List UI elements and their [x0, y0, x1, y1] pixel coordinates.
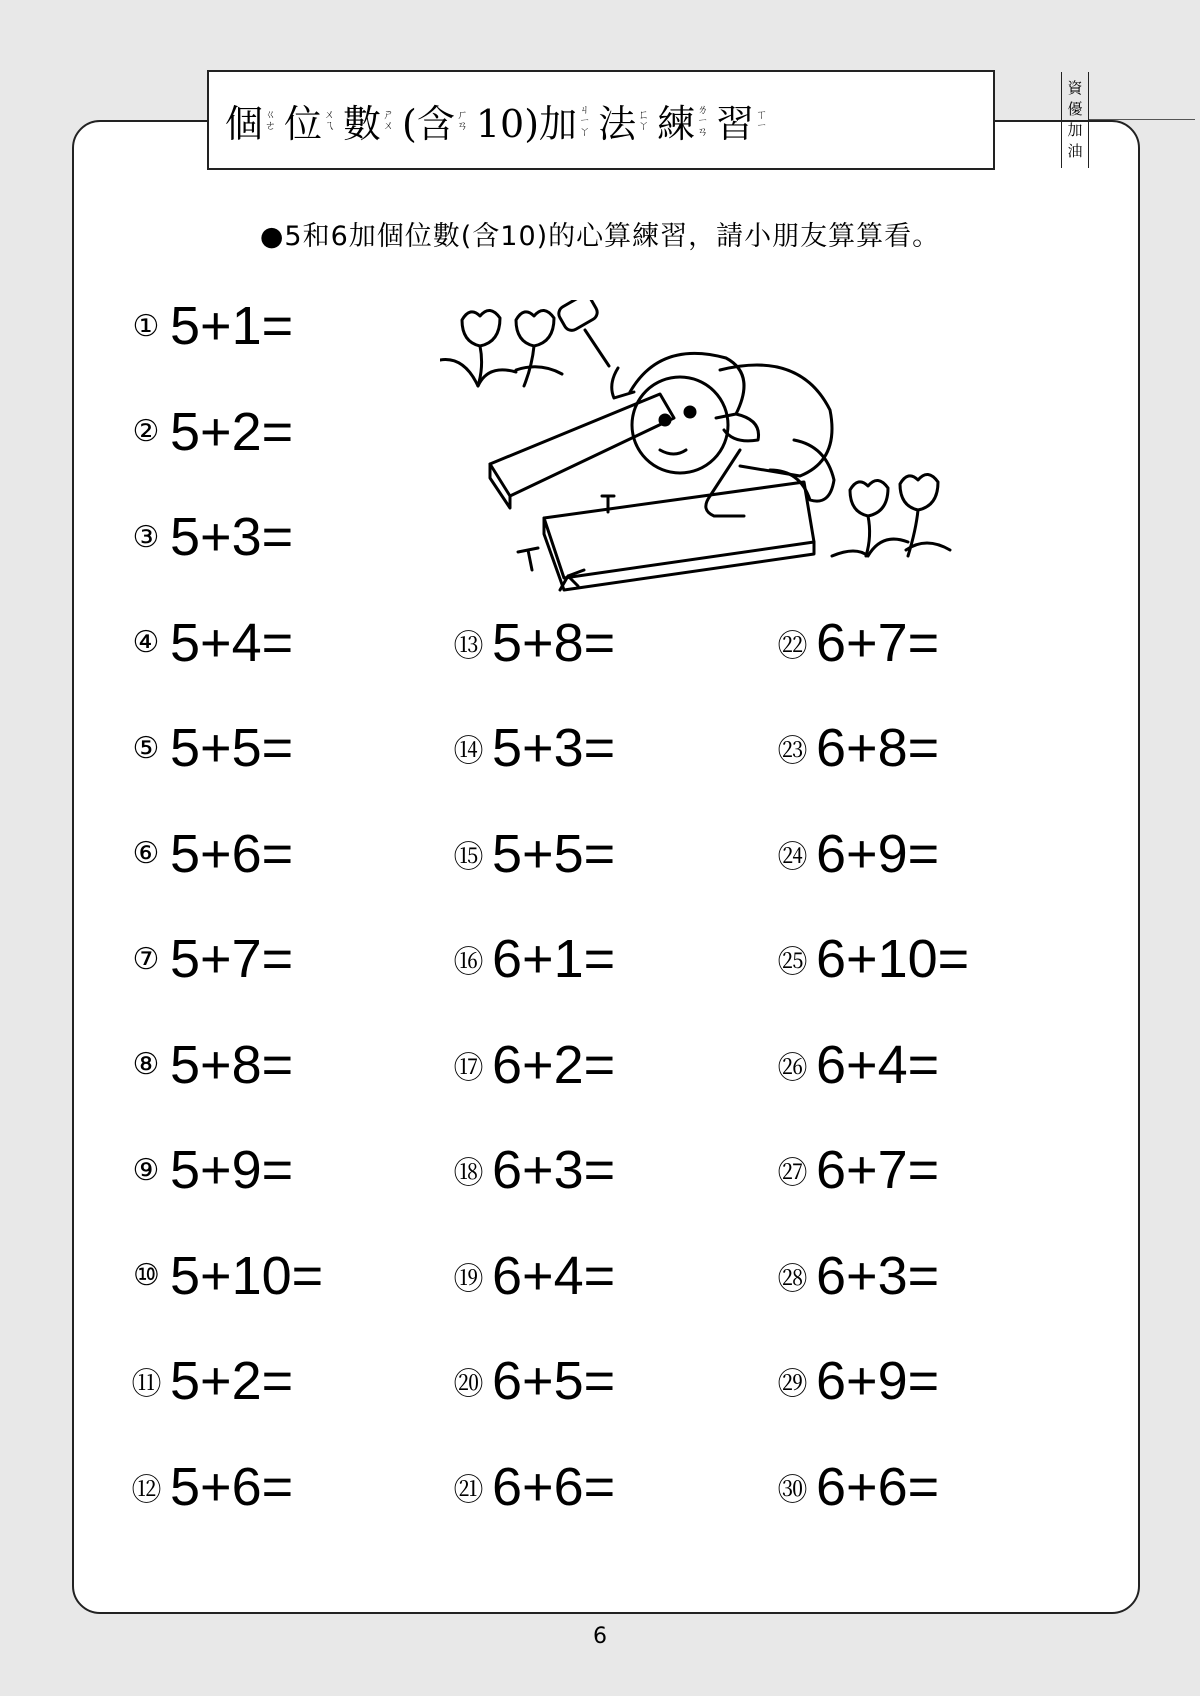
problem-number: ⑧	[132, 1047, 160, 1082]
zhuyin: ㄏ ㄢ	[456, 108, 468, 132]
problem-expression: 5+6=	[170, 1456, 294, 1517]
math-problem	[128, 1246, 323, 1306]
math-problem	[450, 1140, 615, 1200]
side-label-char: 資	[1067, 79, 1083, 97]
title-char	[402, 93, 468, 148]
math-problem	[774, 718, 939, 778]
problem-expression: 6+2=	[492, 1034, 616, 1095]
math-problem	[128, 718, 293, 778]
instruction-text: ●5和6加個位數(含10)的心算練習，請小朋友算算看。	[259, 221, 941, 252]
problem-expression: 6+6=	[492, 1456, 616, 1517]
problem-expression: 5+3=	[170, 507, 294, 567]
problem-expression: 6+10=	[816, 929, 970, 989]
problem-number: ⑱	[453, 1156, 483, 1191]
math-problem	[128, 824, 293, 884]
problem-number: ⑩	[133, 1258, 159, 1293]
title-char	[225, 93, 276, 148]
problem-number: ㉙	[777, 1367, 807, 1402]
problem-number: ⑬	[453, 628, 483, 664]
problem-expression: 6+9=	[816, 823, 940, 884]
math-problem	[774, 824, 939, 884]
title-char-text: 個	[225, 101, 264, 146]
title-char	[716, 93, 767, 148]
problem-expression: 6+3=	[816, 1245, 940, 1306]
math-problem	[128, 613, 293, 673]
problem-expression: 6+6=	[816, 1456, 940, 1517]
problem-number: ⑤	[132, 730, 160, 766]
zhuyin: ㄍ ㄜ	[265, 108, 277, 132]
problem-expression: 5+5=	[492, 823, 616, 884]
math-problem	[128, 1140, 293, 1200]
problem-expression: 6+9=	[816, 1351, 940, 1411]
math-problem	[774, 613, 939, 673]
math-problem	[128, 1035, 293, 1095]
problem-number: ⑯	[453, 945, 483, 980]
side-label-char: 優	[1067, 100, 1083, 118]
page-title	[225, 72, 1055, 168]
problem-expression: 6+4=	[492, 1245, 616, 1306]
problem-number: ②	[132, 414, 160, 449]
title-char	[343, 93, 394, 148]
problem-number: ㉗	[777, 1156, 807, 1191]
problem-expression: 6+3=	[492, 1140, 616, 1200]
title-box	[207, 70, 1083, 170]
math-problem	[774, 1246, 939, 1306]
problem-number: ⑮	[453, 839, 483, 875]
zhuyin: ㄈ ㄚ	[638, 108, 650, 132]
title-char-text: (含	[402, 101, 455, 146]
problem-expression: 5+2=	[170, 401, 294, 462]
zhuyin: ㄒ ㄧ	[756, 108, 768, 132]
side-label-char: 油	[1067, 142, 1083, 160]
problem-expression: 5+5=	[170, 718, 294, 778]
problem-number: ㉚	[777, 1472, 807, 1508]
math-problem	[450, 613, 615, 673]
problem-number: ⑭	[453, 734, 483, 769]
side-label	[1061, 72, 1089, 168]
problem-number: ㉑	[453, 1472, 483, 1508]
problem-expression: 6+7=	[816, 612, 940, 673]
math-problem	[774, 1035, 939, 1095]
zhuyin: ㄌ ㄧ ㄢ	[697, 102, 709, 138]
problem-expression: 5+4=	[170, 612, 294, 673]
math-problem	[774, 929, 969, 989]
problem-number: ⑦	[132, 941, 160, 977]
math-problem	[128, 1351, 293, 1411]
math-problem	[450, 1246, 615, 1306]
problem-expression: 5+8=	[492, 612, 616, 673]
problem-number: ④	[132, 625, 160, 660]
problem-expression: 6+5=	[492, 1351, 616, 1411]
problem-expression: 5+3=	[492, 718, 616, 778]
score-box	[1089, 72, 1195, 168]
title-char	[284, 93, 335, 148]
problem-number: ③	[132, 519, 160, 555]
title-char-text: 習	[716, 101, 755, 146]
problem-number: ㉔	[777, 839, 807, 875]
math-problem	[450, 824, 615, 884]
problem-number: ⑪	[131, 1367, 161, 1402]
math-problem	[450, 1035, 615, 1095]
math-problem	[774, 1140, 939, 1200]
problem-number: ⑥	[132, 836, 160, 871]
math-problem	[774, 1351, 939, 1411]
problem-expression: 5+10=	[170, 1245, 324, 1306]
problem-expression: 6+8=	[816, 718, 940, 778]
title-char-text: 數	[343, 101, 382, 146]
math-problem	[128, 402, 293, 462]
problem-number: ㉓	[777, 734, 807, 769]
problem-expression: 6+4=	[816, 1034, 940, 1095]
side-label-char: 加	[1067, 121, 1083, 139]
math-problem	[774, 1457, 939, 1517]
problem-expression: 5+8=	[170, 1034, 294, 1095]
zhuyin: ㄐ ㄧ ㄚ	[579, 102, 591, 138]
problem-expression: 5+2=	[170, 1351, 294, 1411]
title-char	[476, 93, 590, 148]
math-problem	[128, 507, 293, 567]
problem-expression: 6+1=	[492, 929, 616, 989]
page-number: 6	[593, 1624, 607, 1649]
title-char-text: 10)加	[475, 101, 578, 146]
math-problem	[128, 1457, 293, 1517]
problem-number: ㉘	[777, 1261, 807, 1297]
title-char-text: 法	[598, 101, 637, 146]
problem-number: ⑰	[453, 1050, 483, 1086]
problem-expression: 5+7=	[170, 929, 294, 989]
title-char	[657, 93, 708, 148]
problem-expression: 6+7=	[816, 1140, 940, 1200]
math-problem	[450, 1457, 615, 1517]
math-problem	[450, 929, 615, 989]
problem-number: ⑫	[131, 1472, 161, 1508]
problem-number: ①	[132, 308, 160, 344]
problem-number: ㉒	[777, 628, 807, 664]
problem-number: ㉖	[777, 1050, 807, 1086]
problem-number: ㉕	[777, 945, 807, 980]
problem-number: ⑳	[453, 1367, 483, 1402]
math-problem	[128, 296, 293, 356]
problem-expression: 5+1=	[170, 296, 294, 356]
title-char-text: 練	[657, 101, 696, 146]
math-problem	[450, 718, 615, 778]
problem-expression: 5+6=	[170, 823, 294, 884]
boy-hammering-illustration	[440, 300, 1040, 640]
title-char-text: 位	[284, 101, 323, 146]
problem-expression: 5+9=	[170, 1140, 294, 1200]
problem-number: ⑲	[453, 1261, 483, 1297]
problem-number: ⑨	[132, 1152, 160, 1188]
title-char	[598, 93, 649, 148]
math-problem	[450, 1351, 615, 1411]
zhuyin: ㄨ ㄟ	[324, 108, 336, 132]
math-problem	[128, 929, 293, 989]
zhuyin: ㄕ ㄨ	[383, 108, 395, 132]
